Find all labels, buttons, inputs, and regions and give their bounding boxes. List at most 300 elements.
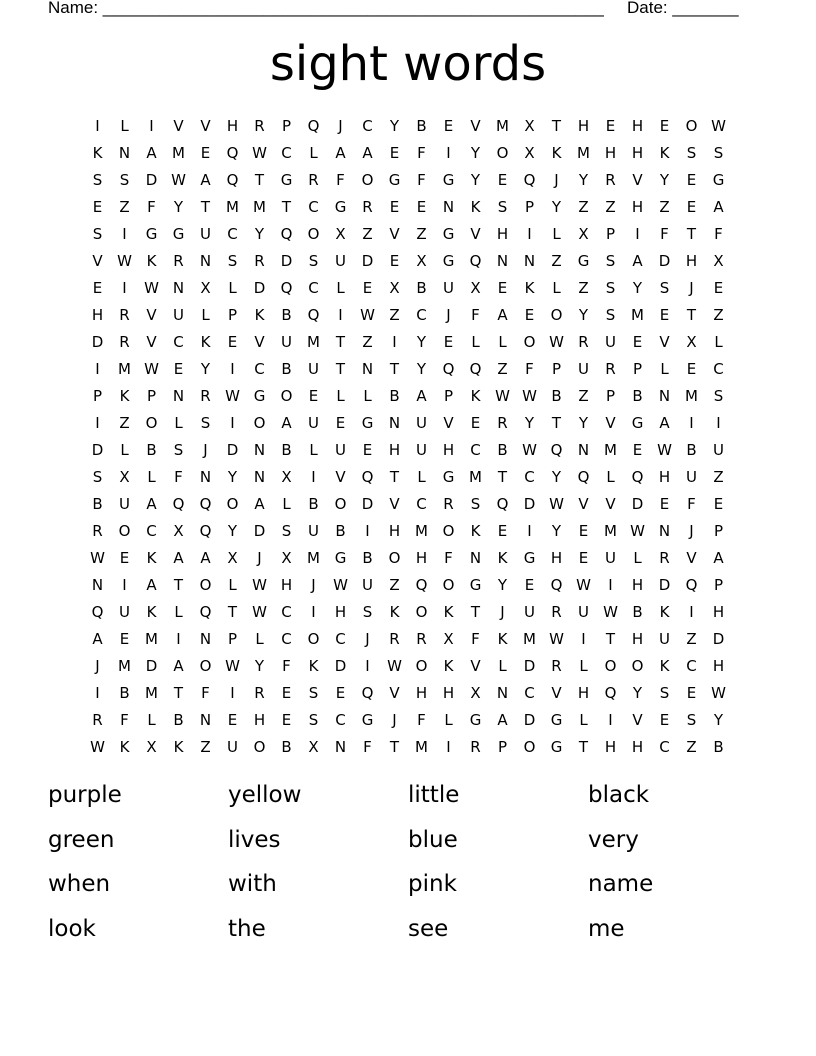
grid-letter[interactable]: Z: [659, 198, 670, 216]
grid-letter[interactable]: Z: [389, 306, 400, 324]
grid-letter[interactable]: K: [146, 252, 157, 270]
grid-letter[interactable]: O: [415, 657, 428, 675]
grid-letter[interactable]: Y: [416, 333, 427, 351]
grid-letter[interactable]: K: [92, 144, 103, 162]
grid-letter[interactable]: M: [604, 441, 617, 459]
grid-letter[interactable]: T: [578, 738, 589, 756]
grid-letter[interactable]: E: [92, 198, 103, 216]
grid-letter[interactable]: B: [416, 117, 427, 135]
grid-letter[interactable]: M: [307, 333, 320, 351]
grid-letter[interactable]: S: [92, 468, 103, 486]
grid-letter[interactable]: V: [146, 333, 157, 351]
grid-letter[interactable]: O: [388, 549, 401, 567]
grid-letter[interactable]: K: [470, 387, 481, 405]
grid-letter[interactable]: A: [659, 414, 670, 432]
grid-letter[interactable]: U: [308, 414, 319, 432]
grid-letter[interactable]: H: [631, 738, 644, 756]
grid-letter[interactable]: B: [551, 387, 562, 405]
grid-letter[interactable]: R: [605, 360, 616, 378]
grid-letter[interactable]: L: [255, 630, 264, 648]
grid-letter[interactable]: C: [173, 333, 184, 351]
grid-letter[interactable]: E: [605, 117, 616, 135]
grid-letter[interactable]: E: [686, 171, 697, 189]
grid-letter[interactable]: K: [308, 657, 319, 675]
grid-letter[interactable]: E: [173, 360, 184, 378]
grid-letter[interactable]: T: [551, 117, 562, 135]
grid-letter[interactable]: L: [471, 333, 480, 351]
grid-letter[interactable]: B: [281, 360, 292, 378]
grid-letter[interactable]: L: [633, 549, 642, 567]
grid-letter[interactable]: V: [92, 252, 103, 270]
grid-letter[interactable]: D: [145, 171, 158, 189]
grid-letter[interactable]: Y: [632, 684, 643, 702]
grid-letter[interactable]: N: [469, 549, 482, 567]
grid-letter[interactable]: Q: [361, 684, 374, 702]
grid-letter[interactable]: X: [119, 468, 130, 486]
grid-letter[interactable]: U: [173, 306, 184, 324]
grid-letter[interactable]: U: [227, 738, 238, 756]
grid-letter[interactable]: L: [552, 225, 561, 243]
grid-letter[interactable]: N: [118, 144, 131, 162]
grid-letter[interactable]: X: [578, 225, 589, 243]
grid-letter[interactable]: T: [389, 360, 400, 378]
grid-letter[interactable]: W: [144, 360, 159, 378]
name-field[interactable]: Name: _____________________________________________________: [48, 0, 604, 17]
grid-letter[interactable]: N: [388, 414, 401, 432]
grid-letter[interactable]: M: [604, 522, 617, 540]
grid-letter[interactable]: J: [500, 603, 505, 621]
grid-letter[interactable]: L: [282, 495, 291, 513]
grid-letter[interactable]: H: [226, 117, 239, 135]
date-field[interactable]: Date: _______: [627, 0, 739, 17]
grid-letter[interactable]: R: [254, 252, 265, 270]
grid-letter[interactable]: H: [253, 711, 266, 729]
grid-letter[interactable]: X: [200, 279, 211, 297]
grid-letter[interactable]: N: [577, 441, 590, 459]
grid-letter[interactable]: U: [443, 279, 454, 297]
grid-letter[interactable]: Y: [551, 198, 562, 216]
grid-letter[interactable]: H: [577, 684, 590, 702]
grid-letter[interactable]: Q: [226, 144, 239, 162]
grid-letter[interactable]: M: [118, 657, 131, 675]
grid-letter[interactable]: H: [334, 603, 347, 621]
grid-letter[interactable]: L: [363, 387, 372, 405]
grid-letter[interactable]: E: [281, 684, 292, 702]
grid-letter[interactable]: Z: [119, 414, 130, 432]
grid-letter[interactable]: C: [470, 441, 481, 459]
grid-letter[interactable]: A: [146, 495, 157, 513]
grid-letter[interactable]: Y: [254, 225, 265, 243]
grid-letter[interactable]: F: [336, 171, 345, 189]
grid-letter[interactable]: E: [335, 684, 346, 702]
grid-letter[interactable]: W: [90, 738, 105, 756]
grid-letter[interactable]: N: [199, 630, 212, 648]
grid-letter[interactable]: K: [659, 657, 670, 675]
grid-letter[interactable]: Q: [604, 684, 617, 702]
grid-letter[interactable]: B: [632, 387, 643, 405]
grid-letter[interactable]: F: [471, 630, 480, 648]
grid-letter[interactable]: W: [333, 576, 348, 594]
grid-letter[interactable]: C: [659, 738, 670, 756]
grid-letter[interactable]: K: [200, 333, 211, 351]
grid-letter[interactable]: J: [311, 576, 316, 594]
grid-letter[interactable]: B: [632, 603, 643, 621]
grid-letter[interactable]: F: [471, 306, 480, 324]
grid-letter[interactable]: O: [523, 738, 536, 756]
grid-letter[interactable]: W: [90, 549, 105, 567]
grid-letter[interactable]: Q: [685, 576, 698, 594]
grid-letter[interactable]: M: [469, 468, 482, 486]
grid-letter[interactable]: Q: [172, 495, 185, 513]
grid-letter[interactable]: K: [524, 279, 535, 297]
grid-letter[interactable]: V: [632, 711, 643, 729]
grid-letter[interactable]: E: [659, 495, 670, 513]
grid-letter[interactable]: V: [173, 117, 184, 135]
grid-letter[interactable]: Z: [389, 576, 400, 594]
grid-letter[interactable]: K: [470, 522, 481, 540]
grid-letter[interactable]: V: [146, 306, 157, 324]
grid-letter[interactable]: I: [392, 333, 397, 351]
grid-letter[interactable]: U: [659, 630, 670, 648]
grid-letter[interactable]: E: [713, 495, 724, 513]
grid-letter[interactable]: F: [417, 144, 426, 162]
grid-letter[interactable]: F: [174, 468, 183, 486]
grid-letter[interactable]: P: [146, 387, 157, 405]
grid-letter[interactable]: L: [552, 279, 561, 297]
grid-letter[interactable]: L: [336, 279, 345, 297]
grid-letter[interactable]: O: [253, 738, 266, 756]
grid-letter[interactable]: L: [336, 387, 345, 405]
grid-letter[interactable]: Z: [200, 738, 211, 756]
grid-letter[interactable]: J: [446, 306, 451, 324]
grid-letter[interactable]: W: [252, 144, 267, 162]
grid-letter[interactable]: D: [658, 252, 671, 270]
grid-letter[interactable]: Z: [362, 333, 373, 351]
grid-letter[interactable]: Y: [227, 522, 238, 540]
grid-letter[interactable]: T: [254, 171, 265, 189]
grid-letter[interactable]: T: [389, 738, 400, 756]
grid-letter[interactable]: K: [443, 657, 454, 675]
grid-letter[interactable]: K: [254, 306, 265, 324]
grid-letter[interactable]: T: [470, 603, 481, 621]
grid-letter[interactable]: G: [145, 225, 158, 243]
grid-letter[interactable]: K: [497, 549, 508, 567]
grid-letter[interactable]: D: [631, 495, 644, 513]
grid-letter[interactable]: Y: [227, 468, 238, 486]
grid-letter[interactable]: O: [361, 171, 374, 189]
grid-letter[interactable]: H: [631, 576, 644, 594]
grid-letter[interactable]: V: [389, 684, 400, 702]
grid-letter[interactable]: U: [362, 576, 373, 594]
grid-letter[interactable]: D: [712, 630, 725, 648]
grid-letter[interactable]: I: [230, 360, 235, 378]
grid-letter[interactable]: E: [659, 117, 670, 135]
grid-letter[interactable]: R: [578, 333, 589, 351]
grid-letter[interactable]: W: [117, 252, 132, 270]
grid-letter[interactable]: S: [308, 711, 319, 729]
grid-letter[interactable]: R: [254, 117, 265, 135]
grid-letter[interactable]: B: [362, 549, 373, 567]
grid-letter[interactable]: F: [363, 738, 372, 756]
grid-letter[interactable]: U: [605, 549, 616, 567]
grid-letter[interactable]: I: [608, 711, 613, 729]
grid-letter[interactable]: G: [631, 414, 644, 432]
grid-letter[interactable]: H: [712, 657, 725, 675]
grid-letter[interactable]: S: [686, 144, 697, 162]
grid-letter[interactable]: V: [605, 495, 616, 513]
grid-letter[interactable]: Y: [470, 144, 481, 162]
grid-letter[interactable]: M: [226, 198, 239, 216]
grid-letter[interactable]: X: [686, 333, 697, 351]
grid-letter[interactable]: N: [361, 360, 374, 378]
grid-letter[interactable]: D: [253, 279, 266, 297]
grid-letter[interactable]: L: [228, 576, 237, 594]
grid-letter[interactable]: B: [92, 495, 103, 513]
grid-letter[interactable]: Z: [497, 360, 508, 378]
grid-letter[interactable]: E: [578, 522, 589, 540]
grid-letter[interactable]: W: [495, 387, 510, 405]
grid-letter[interactable]: V: [470, 657, 481, 675]
grid-letter[interactable]: G: [550, 711, 563, 729]
grid-letter[interactable]: G: [172, 225, 185, 243]
grid-letter[interactable]: F: [525, 360, 534, 378]
grid-letter[interactable]: Q: [523, 171, 536, 189]
grid-letter[interactable]: A: [173, 549, 184, 567]
grid-letter[interactable]: W: [171, 171, 186, 189]
grid-letter[interactable]: L: [660, 360, 669, 378]
grid-letter[interactable]: X: [335, 225, 346, 243]
grid-letter[interactable]: I: [689, 414, 694, 432]
grid-letter[interactable]: Y: [389, 117, 400, 135]
grid-letter[interactable]: Q: [550, 576, 563, 594]
grid-letter[interactable]: G: [523, 549, 536, 567]
grid-letter[interactable]: C: [308, 198, 319, 216]
grid-letter[interactable]: G: [469, 576, 482, 594]
grid-letter[interactable]: I: [635, 225, 640, 243]
grid-letter[interactable]: P: [605, 387, 616, 405]
grid-letter[interactable]: G: [577, 252, 590, 270]
grid-letter[interactable]: X: [713, 252, 724, 270]
grid-letter[interactable]: N: [334, 738, 347, 756]
grid-letter[interactable]: Z: [713, 306, 724, 324]
grid-letter[interactable]: H: [91, 306, 104, 324]
grid-letter[interactable]: V: [551, 684, 562, 702]
grid-letter[interactable]: S: [308, 684, 319, 702]
grid-letter[interactable]: X: [173, 522, 184, 540]
grid-letter[interactable]: Y: [578, 414, 589, 432]
grid-letter[interactable]: K: [146, 549, 157, 567]
grid-letter[interactable]: H: [658, 468, 671, 486]
grid-letter[interactable]: W: [549, 495, 564, 513]
grid-letter[interactable]: O: [307, 225, 320, 243]
grid-letter[interactable]: J: [257, 549, 262, 567]
grid-letter[interactable]: C: [362, 117, 373, 135]
grid-letter[interactable]: W: [144, 279, 159, 297]
grid-letter[interactable]: E: [632, 333, 643, 351]
grid-letter[interactable]: B: [389, 387, 400, 405]
grid-letter[interactable]: U: [119, 495, 130, 513]
grid-letter[interactable]: H: [631, 144, 644, 162]
grid-letter[interactable]: C: [524, 468, 535, 486]
grid-letter[interactable]: I: [716, 414, 721, 432]
grid-letter[interactable]: C: [227, 225, 238, 243]
grid-letter[interactable]: H: [685, 252, 698, 270]
grid-letter[interactable]: J: [392, 711, 397, 729]
grid-letter[interactable]: L: [174, 603, 183, 621]
grid-letter[interactable]: G: [469, 711, 482, 729]
grid-letter[interactable]: O: [550, 306, 563, 324]
grid-letter[interactable]: O: [604, 657, 617, 675]
grid-letter[interactable]: P: [281, 117, 292, 135]
grid-letter[interactable]: V: [335, 468, 346, 486]
grid-letter[interactable]: Z: [362, 225, 373, 243]
grid-letter[interactable]: N: [199, 711, 212, 729]
grid-letter[interactable]: T: [686, 306, 697, 324]
grid-letter[interactable]: S: [659, 684, 670, 702]
grid-letter[interactable]: U: [713, 441, 724, 459]
grid-letter[interactable]: E: [335, 414, 346, 432]
grid-letter[interactable]: R: [551, 603, 562, 621]
grid-letter[interactable]: W: [549, 333, 564, 351]
grid-letter[interactable]: W: [252, 603, 267, 621]
grid-letter[interactable]: V: [686, 549, 697, 567]
grid-letter[interactable]: X: [281, 468, 292, 486]
grid-letter[interactable]: I: [527, 225, 532, 243]
grid-letter[interactable]: L: [120, 117, 129, 135]
grid-letter[interactable]: E: [92, 279, 103, 297]
grid-letter[interactable]: V: [200, 117, 211, 135]
grid-letter[interactable]: D: [361, 495, 374, 513]
grid-letter[interactable]: F: [147, 198, 156, 216]
grid-letter[interactable]: O: [307, 630, 320, 648]
grid-letter[interactable]: B: [146, 441, 157, 459]
grid-letter[interactable]: A: [632, 252, 643, 270]
grid-letter[interactable]: V: [470, 117, 481, 135]
grid-letter[interactable]: C: [146, 522, 157, 540]
grid-letter[interactable]: N: [658, 522, 671, 540]
grid-letter[interactable]: O: [334, 495, 347, 513]
grid-letter[interactable]: I: [230, 684, 235, 702]
grid-letter[interactable]: X: [227, 549, 238, 567]
grid-letter[interactable]: I: [446, 144, 451, 162]
grid-letter[interactable]: C: [524, 684, 535, 702]
grid-letter[interactable]: O: [415, 603, 428, 621]
grid-letter[interactable]: H: [388, 522, 401, 540]
grid-letter[interactable]: E: [308, 387, 319, 405]
grid-letter[interactable]: T: [173, 576, 184, 594]
grid-letter[interactable]: E: [227, 333, 238, 351]
grid-letter[interactable]: H: [631, 198, 644, 216]
grid-letter[interactable]: S: [92, 171, 103, 189]
grid-letter[interactable]: U: [605, 333, 616, 351]
grid-letter[interactable]: S: [605, 252, 616, 270]
grid-letter[interactable]: T: [335, 333, 346, 351]
grid-letter[interactable]: V: [632, 171, 643, 189]
grid-letter[interactable]: Z: [578, 198, 589, 216]
grid-letter[interactable]: J: [95, 657, 100, 675]
grid-letter[interactable]: O: [442, 576, 455, 594]
grid-letter[interactable]: C: [335, 711, 346, 729]
grid-letter[interactable]: O: [523, 333, 536, 351]
grid-letter[interactable]: A: [200, 549, 211, 567]
grid-letter[interactable]: T: [227, 603, 238, 621]
grid-letter[interactable]: C: [416, 495, 427, 513]
grid-letter[interactable]: G: [550, 738, 563, 756]
grid-letter[interactable]: E: [443, 117, 454, 135]
grid-letter[interactable]: I: [230, 414, 235, 432]
grid-letter[interactable]: J: [203, 441, 208, 459]
grid-letter[interactable]: Z: [686, 630, 697, 648]
grid-letter[interactable]: K: [146, 603, 157, 621]
grid-letter[interactable]: H: [415, 684, 428, 702]
grid-letter[interactable]: F: [417, 711, 426, 729]
grid-letter[interactable]: A: [200, 171, 211, 189]
grid-letter[interactable]: H: [388, 441, 401, 459]
grid-letter[interactable]: Q: [631, 468, 644, 486]
grid-letter[interactable]: P: [92, 387, 103, 405]
grid-letter[interactable]: Q: [361, 468, 374, 486]
grid-letter[interactable]: R: [119, 306, 130, 324]
grid-letter[interactable]: K: [443, 603, 454, 621]
grid-letter[interactable]: O: [118, 522, 131, 540]
grid-letter[interactable]: L: [228, 279, 237, 297]
grid-letter[interactable]: Y: [497, 576, 508, 594]
grid-letter[interactable]: E: [443, 333, 454, 351]
grid-letter[interactable]: D: [523, 711, 536, 729]
grid-letter[interactable]: Q: [577, 468, 590, 486]
grid-letter[interactable]: K: [119, 738, 130, 756]
grid-letter[interactable]: N: [253, 468, 266, 486]
grid-letter[interactable]: K: [470, 198, 481, 216]
grid-letter[interactable]: V: [389, 225, 400, 243]
grid-letter[interactable]: C: [281, 144, 292, 162]
grid-letter[interactable]: F: [120, 711, 129, 729]
grid-letter[interactable]: G: [712, 171, 725, 189]
grid-letter[interactable]: H: [631, 630, 644, 648]
grid-letter[interactable]: B: [281, 441, 292, 459]
grid-letter[interactable]: J: [365, 630, 370, 648]
grid-letter[interactable]: I: [311, 603, 316, 621]
grid-letter[interactable]: U: [281, 333, 292, 351]
grid-letter[interactable]: X: [308, 738, 319, 756]
grid-letter[interactable]: M: [172, 144, 185, 162]
grid-letter[interactable]: J: [554, 171, 559, 189]
grid-letter[interactable]: H: [712, 603, 725, 621]
grid-letter[interactable]: H: [442, 441, 455, 459]
grid-letter[interactable]: Y: [173, 198, 184, 216]
grid-letter[interactable]: Y: [254, 657, 265, 675]
grid-letter[interactable]: D: [658, 576, 671, 594]
grid-letter[interactable]: K: [551, 144, 562, 162]
grid-letter[interactable]: Z: [578, 279, 589, 297]
grid-letter[interactable]: I: [689, 603, 694, 621]
grid-letter[interactable]: O: [442, 522, 455, 540]
grid-letter[interactable]: O: [253, 414, 266, 432]
grid-letter[interactable]: C: [713, 360, 724, 378]
grid-letter[interactable]: Q: [469, 252, 482, 270]
grid-letter[interactable]: R: [362, 198, 373, 216]
grid-letter[interactable]: C: [686, 657, 697, 675]
grid-letter[interactable]: E: [389, 252, 400, 270]
grid-letter[interactable]: U: [686, 468, 697, 486]
grid-letter[interactable]: R: [605, 171, 616, 189]
grid-letter[interactable]: A: [146, 144, 157, 162]
grid-letter[interactable]: S: [200, 414, 211, 432]
grid-letter[interactable]: X: [470, 684, 481, 702]
grid-letter[interactable]: Y: [659, 171, 670, 189]
grid-letter[interactable]: C: [308, 279, 319, 297]
grid-letter[interactable]: T: [605, 630, 616, 648]
